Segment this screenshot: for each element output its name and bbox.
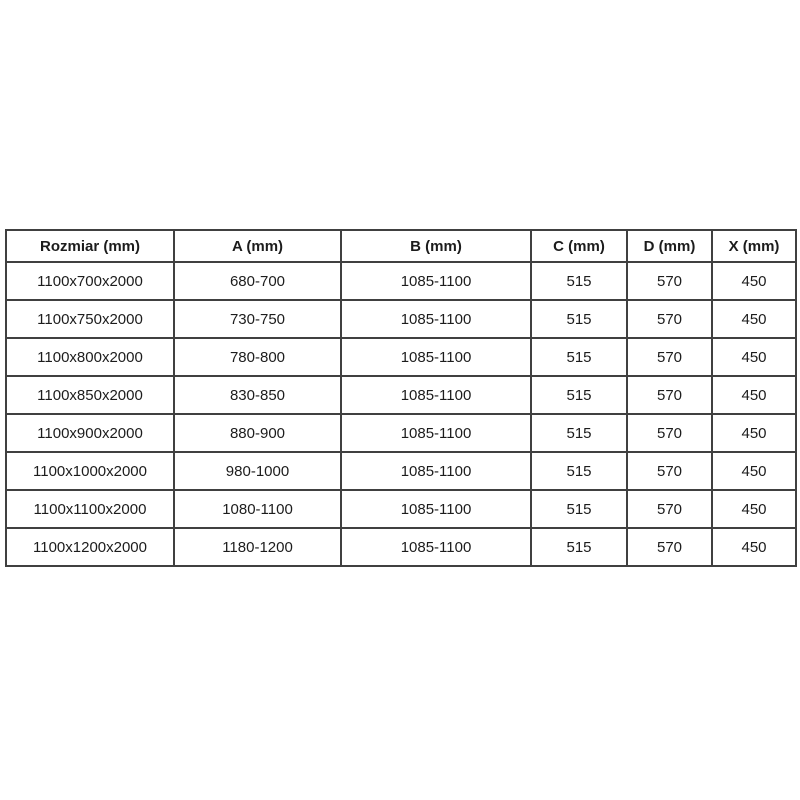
table-cell: 880-900 <box>174 414 341 452</box>
table-cell: 1085-1100 <box>341 300 531 338</box>
table-cell: 1180-1200 <box>174 528 341 566</box>
table-cell: 570 <box>627 300 712 338</box>
table-cell: 1085-1100 <box>341 528 531 566</box>
table-cell: 1085-1100 <box>341 338 531 376</box>
table-cell: 1085-1100 <box>341 376 531 414</box>
table-cell: 515 <box>531 490 627 528</box>
table-cell: 570 <box>627 262 712 300</box>
table-cell: 570 <box>627 452 712 490</box>
table-row <box>6 490 796 528</box>
table-row <box>6 528 796 566</box>
table-row <box>6 452 796 490</box>
table-cell: 515 <box>531 452 627 490</box>
table-cell: 1085-1100 <box>341 414 531 452</box>
table-row <box>6 300 796 338</box>
table-cell: 570 <box>627 528 712 566</box>
column-header-rozmiar: Rozmiar (mm) <box>6 230 174 262</box>
table-cell: 1100x1000x2000 <box>6 452 174 490</box>
table-cell: 515 <box>531 338 627 376</box>
table-cell: 1100x900x2000 <box>6 414 174 452</box>
table-cell: 450 <box>712 528 796 566</box>
table-cell: 1085-1100 <box>341 452 531 490</box>
table-row <box>6 414 796 452</box>
table-cell: 515 <box>531 262 627 300</box>
table-cell: 980-1000 <box>174 452 341 490</box>
table-cell: 1100x1100x2000 <box>6 490 174 528</box>
table-row <box>6 376 796 414</box>
table-cell: 570 <box>627 490 712 528</box>
table-cell: 515 <box>531 528 627 566</box>
table-cell: 570 <box>627 376 712 414</box>
column-header-c: C (mm) <box>531 230 627 262</box>
table-cell: 780-800 <box>174 338 341 376</box>
table-cell: 1085-1100 <box>341 262 531 300</box>
table-cell: 1100x850x2000 <box>6 376 174 414</box>
table-cell: 570 <box>627 338 712 376</box>
size-spec-table <box>5 229 797 567</box>
table-cell: 830-850 <box>174 376 341 414</box>
table-cell: 570 <box>627 414 712 452</box>
column-header-a: A (mm) <box>174 230 341 262</box>
table-cell: 450 <box>712 452 796 490</box>
table-cell: 450 <box>712 338 796 376</box>
table-cell: 450 <box>712 262 796 300</box>
table-cell: 1100x750x2000 <box>6 300 174 338</box>
table-cell: 515 <box>531 300 627 338</box>
table-cell: 450 <box>712 490 796 528</box>
table-cell: 1100x1200x2000 <box>6 528 174 566</box>
table-cell: 680-700 <box>174 262 341 300</box>
table-cell: 1100x700x2000 <box>6 262 174 300</box>
table-cell: 515 <box>531 414 627 452</box>
table-cell: 730-750 <box>174 300 341 338</box>
table-cell: 515 <box>531 376 627 414</box>
column-header-d: D (mm) <box>627 230 712 262</box>
column-header-b: B (mm) <box>341 230 531 262</box>
table-row <box>6 262 796 300</box>
table-cell: 450 <box>712 376 796 414</box>
table-row <box>6 338 796 376</box>
table-cell: 450 <box>712 414 796 452</box>
table-cell: 1080-1100 <box>174 490 341 528</box>
column-header-x: X (mm) <box>712 230 796 262</box>
table-cell: 1100x800x2000 <box>6 338 174 376</box>
table-cell: 450 <box>712 300 796 338</box>
table-cell: 1085-1100 <box>341 490 531 528</box>
header-row <box>6 230 796 262</box>
